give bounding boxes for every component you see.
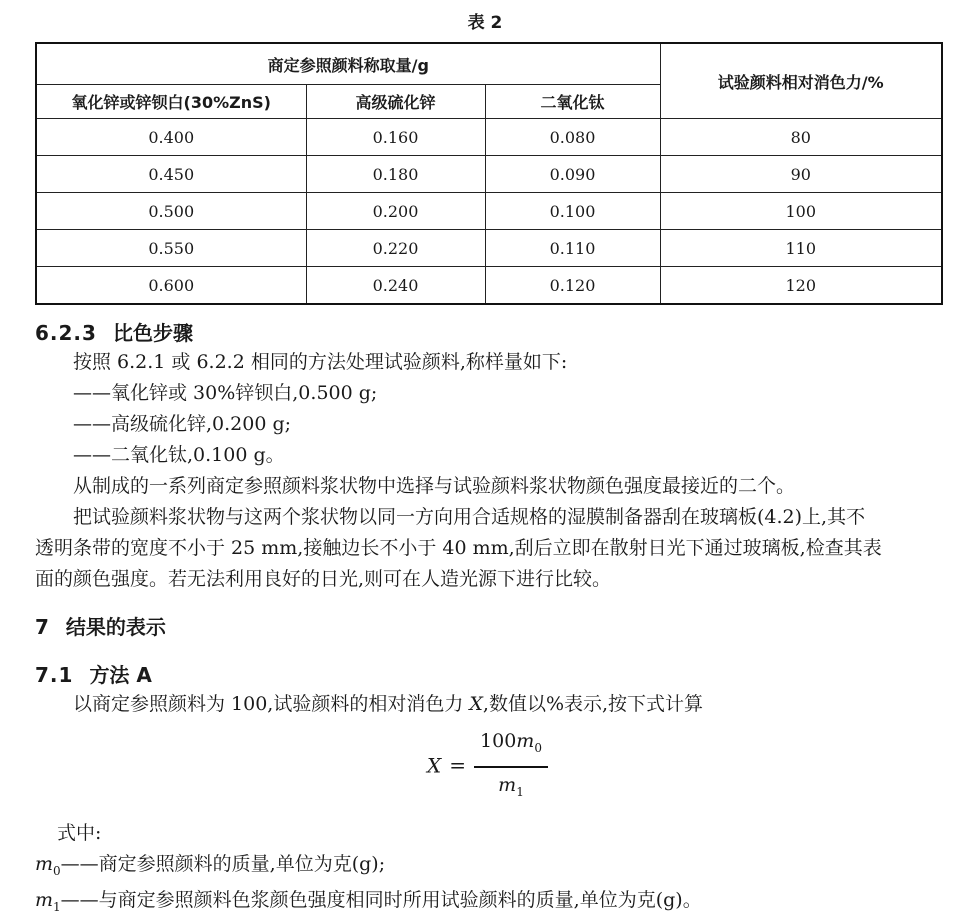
paragraph-scrape-line2: 透明条带的宽度不小于 25 mm,接触边长不小于 40 mm,刮后立即在散射日光下通过玻璃板,检查其表 bbox=[35, 537, 882, 559]
header-group-cell: 商定参照颜料称取量/g bbox=[36, 43, 660, 85]
table-cell: 0.200 bbox=[306, 193, 485, 230]
definition-m0 bbox=[35, 849, 940, 886]
header-result-cell: 试验颜料相对消色力/% bbox=[660, 43, 942, 119]
paragraph-select: 从制成的一系列商定参照颜料浆状物中选择与试验颜料浆状物颜色强度最接近的二个。 bbox=[73, 475, 796, 497]
table-row bbox=[36, 119, 942, 156]
table-row bbox=[36, 230, 942, 267]
variable-x: X bbox=[469, 693, 483, 715]
table-cell: 0.450 bbox=[36, 156, 306, 193]
table-cell: 0.180 bbox=[306, 156, 485, 193]
pigment-table bbox=[35, 42, 943, 305]
section-7-number: 7 bbox=[35, 615, 50, 639]
formula-block bbox=[35, 726, 940, 808]
method-a-intro-post: ,数值以%表示,按下式计算 bbox=[482, 693, 704, 715]
definition-m0-text: 商定参照颜料的质量,单位为克(g); bbox=[98, 852, 386, 875]
table-cell: 0.240 bbox=[306, 267, 485, 305]
table-cell: 0.550 bbox=[36, 230, 306, 267]
table-cell: 0.160 bbox=[306, 119, 485, 156]
table-cell: 120 bbox=[660, 267, 942, 305]
paragraph-scrape-line1: 把试验颜料浆状物与这两个浆状物以同一方向用合适规格的湿膜制备器刮在玻璃板(4.2)上,其不 bbox=[73, 506, 866, 528]
fraction bbox=[474, 726, 548, 808]
definition-m1-dash: —— bbox=[60, 889, 99, 912]
section-71-heading bbox=[35, 661, 940, 689]
definition-m1-text: 与商定参照颜料色浆颜色强度相同时所用试验颜料的质量,单位为克(g)。 bbox=[98, 889, 702, 912]
list-item-zinc-sulfide: ——高级硫化锌,0.200 g; bbox=[73, 413, 292, 435]
section-623-title: 比色步骤 bbox=[112, 321, 193, 345]
definition-m1-subscript: 1 bbox=[53, 900, 61, 915]
table-cell: 0.090 bbox=[485, 156, 660, 193]
table-row bbox=[36, 267, 942, 305]
fraction-numerator bbox=[474, 726, 548, 768]
definition-m1-variable: m bbox=[35, 889, 54, 912]
definition-m0-variable: m bbox=[35, 852, 54, 875]
table-cell: 0.220 bbox=[306, 230, 485, 267]
paragraph-method-a-intro bbox=[35, 689, 940, 720]
definition-m0-dash: —— bbox=[60, 852, 99, 875]
method-a-intro-pre: 以商定参照颜料为 100,试验颜料的相对消色力 bbox=[73, 693, 470, 715]
section-623-heading bbox=[35, 319, 940, 347]
list-item-zinc-oxide: ——氧化锌或 30%锌钡白,0.500 g; bbox=[73, 382, 378, 404]
header-cell-zinc-sulfide: 高级硫化锌 bbox=[306, 85, 485, 119]
definition-m0-subscript: 0 bbox=[53, 863, 61, 878]
paragraph-intro: 按照 6.2.1 或 6.2.2 相同的方法处理试验颜料,称样量如下: bbox=[73, 351, 568, 373]
where-label: 式中: bbox=[57, 821, 102, 844]
table-cell: 0.080 bbox=[485, 119, 660, 156]
table-cell: 100 bbox=[660, 193, 942, 230]
table-cell: 90 bbox=[660, 156, 942, 193]
table-cell: 0.500 bbox=[36, 193, 306, 230]
table-row bbox=[36, 156, 942, 193]
fraction-denominator bbox=[474, 768, 548, 808]
list-item-titanium-dioxide: ——二氧化钛,0.100 g。 bbox=[73, 444, 285, 466]
section-7-heading bbox=[35, 613, 940, 641]
denominator-subscript: 1 bbox=[516, 784, 524, 799]
table-cell: 0.110 bbox=[485, 230, 660, 267]
numerator-variable: m bbox=[516, 730, 535, 752]
header-cell-zinc-oxide: 氧化锌或锌钡白(30%ZnS) bbox=[36, 85, 306, 119]
paragraph-scrape-line3: 面的颜色强度。若无法利用良好的日光,则可在人造光源下进行比较。 bbox=[35, 568, 612, 590]
table-header-row-group bbox=[36, 43, 942, 85]
table-cell: 110 bbox=[660, 230, 942, 267]
formula-lhs: X bbox=[427, 753, 442, 778]
header-cell-titanium-dioxide: 二氧化钛 bbox=[485, 85, 660, 119]
section-71-number: 7.1 bbox=[35, 663, 74, 687]
table-cell: 0.120 bbox=[485, 267, 660, 305]
denominator-variable: m bbox=[498, 773, 517, 796]
table-cell: 0.100 bbox=[485, 193, 660, 230]
section-7-title: 结果的表示 bbox=[65, 615, 166, 639]
table-cell: 0.600 bbox=[36, 267, 306, 305]
section-71-title: 方法 A bbox=[89, 663, 152, 687]
table-caption: 表 2 bbox=[467, 13, 503, 33]
numerator-coefficient: 100 bbox=[480, 730, 517, 752]
numerator-subscript: 0 bbox=[534, 740, 542, 755]
table-cell: 80 bbox=[660, 119, 942, 156]
body-content bbox=[35, 319, 940, 922]
section-623-number: 6.2.3 bbox=[35, 321, 97, 345]
equals-sign: = bbox=[449, 753, 467, 778]
table-cell: 0.400 bbox=[36, 119, 306, 156]
definition-m1 bbox=[35, 885, 940, 922]
table-row bbox=[36, 193, 942, 230]
